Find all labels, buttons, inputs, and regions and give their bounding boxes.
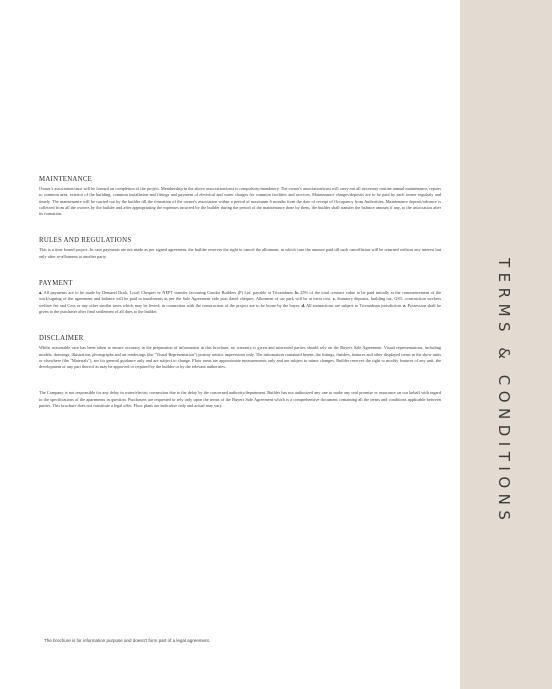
section-spacer xyxy=(39,226,441,237)
sidebar-title: TERMS & CONDITIONS xyxy=(495,258,513,526)
payment-item-d-marker: d. xyxy=(301,302,305,308)
disclaimer-body-2: The Company is not responsible for any delay in water/electric connection due to the delay by the concerned authority/department. Builder has not authorized any one to make any oral promise or assurance on our behalf with regard to the specifications of the apartments in question. Purchasers are requested to rely only upon the terms of the Buyers Sale Agreement which is a comprehensive document containing all the terms and conditions applicable between parties. This brochure does not constitute a legal offer. Floor plans are indicative only and actual may vary. xyxy=(39,390,441,409)
payment-item-a-text: All payments are to be made by Demand Draft, Local Cheques or NEFT transfer favouring Condor Builders (P) Ltd. payable at Trivandrum. xyxy=(43,290,294,296)
disclaimer-body: Whilst reasonable care has been taken to ensure accuracy in the preparation of information in this brochure, no warranty is given and interested parties should rely on the Buyers Sale Agreement. Visual representations, including models, drawings, illustration, photographs and art renderings (the "Visual Representation") portray artistic impressions only. The information contained herein, the fittings, finishes, features and other displayed items in the show units or elsewhere (the "Materials"), are for general guidance only and are subject to change. Floor areas are approximate measurements only and are subject to minor changes. Builder reserves the right to modify features of any unit, the development or any part thereof as may be approved or required by the builder or by the relevant authorities. xyxy=(39,345,441,370)
rules-heading: RULES AND REGULATIONS xyxy=(39,237,132,245)
payment-item-e-marker: e. xyxy=(403,302,407,308)
payment-body xyxy=(39,290,441,315)
payment-item-c-text: Statutory deposits, building tax, GST, construction workers welfare fee and Cess or any other similar taxes which may be levied, in connection with the construction of the project are to be borne by the buyer. xyxy=(39,296,442,308)
payment-item-e-text: Possession shall be given to the purchaser after final settlement of all dues to the builder. xyxy=(39,302,441,314)
maintenance-heading: MAINTENANCE xyxy=(39,176,93,183)
disclaimer-heading: DISCLAIMER xyxy=(39,335,84,343)
rules-body: This is a time bound project. In case payments are not made as per signed agreement, the builder reserves the right to cancel the allotment, in which case the amount paid till such cancellation will be returned without any interest but only after re-allotment to another party. xyxy=(39,247,441,259)
disclaimer-section xyxy=(39,335,441,370)
payment-heading: PAYMENT xyxy=(39,280,73,288)
section-spacer xyxy=(39,269,441,280)
footer-note: The brochure is for information purpose and doesn't form part of a legal agreement. xyxy=(44,638,210,643)
rules-section xyxy=(39,237,441,260)
maintenance-section xyxy=(39,176,441,217)
terms-content xyxy=(39,176,441,418)
payment-item-a-marker: a. xyxy=(39,290,43,296)
section-spacer xyxy=(39,324,441,335)
section-spacer xyxy=(39,379,441,390)
payment-item-b-text: 25% of the total contract value to be paid initially at the commencement of the work/signing of the agreement and balance will be paid in instalments as per the Sale Agreement vide post dated cheques. Allotment of car park will be at extra cost. xyxy=(39,290,441,302)
payment-item-c-marker: c. xyxy=(332,296,336,302)
payment-item-d-text: All transactions are subject to Trivandrum jurisdiction. xyxy=(306,302,402,308)
payment-item-b-marker: b. xyxy=(295,290,299,296)
maintenance-body: Owner's association/trust will be formed on completion of the project. Membership in the above association/trust is compulsory/mandatory. The owner's association/trust will carry out all necessary routine annual maintenance, repairs to common area, exterior of the building, common installation and fittings and payment of electrical and water charges for common facilities and services. Maintenance charges/deposits are to be paid by each owner regularly and timely. The maintenance will be carried out by the builder till the formation of the owner's association within a period of maximum 6 months from the date of receipt of Occupancy from Authorities. Maintenance deposit/advance is collected from all the owners by the builder and after appropriating the expenses incurred by the builder during the period of the maintenance done by them, the builder shall transfer the balance amount if any, to the association after its formation. xyxy=(39,186,441,217)
payment-section xyxy=(39,280,441,315)
disclaimer-continued xyxy=(39,390,441,409)
